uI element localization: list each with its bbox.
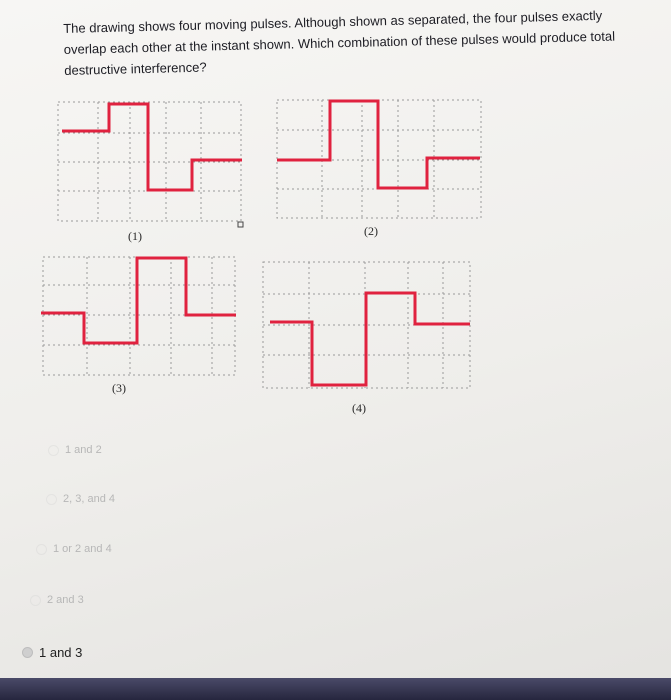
screen-bottom-bar <box>0 678 671 700</box>
choice-label: 1 or 2 and 4 <box>53 543 112 555</box>
radio-icon[interactable] <box>36 544 47 555</box>
radio-selected-icon[interactable] <box>22 647 33 658</box>
choice-label: 1 and 3 <box>39 645 83 660</box>
choice-label: 2, 3, and 4 <box>63 493 115 505</box>
choice-label: 2 and 3 <box>47 594 84 606</box>
choice-2-3-and-4[interactable] <box>46 493 115 505</box>
choice-2-and-3[interactable] <box>30 594 84 606</box>
radio-icon[interactable] <box>48 445 59 456</box>
question-text: The drawing shows four moving pulses. Although shown as separated, the four pulses exactly overlap each other at the instant shown. Which combination of these pulses would produce total destructive interference? <box>63 7 616 78</box>
figure-3-label: (3) <box>112 381 126 395</box>
radio-icon[interactable] <box>30 595 41 606</box>
figure-2-label: (2) <box>364 224 378 238</box>
choice-label: 1 and 2 <box>65 444 102 456</box>
choice-1-and-3[interactable] <box>22 645 82 660</box>
figure-4-label: (4) <box>352 401 366 415</box>
pulse-4 <box>270 293 470 385</box>
figure-1-label: (1) <box>128 229 142 243</box>
radio-icon[interactable] <box>46 494 57 505</box>
choice-1-or-2-and-4[interactable] <box>36 543 112 555</box>
choice-1-and-2[interactable] <box>48 444 102 456</box>
